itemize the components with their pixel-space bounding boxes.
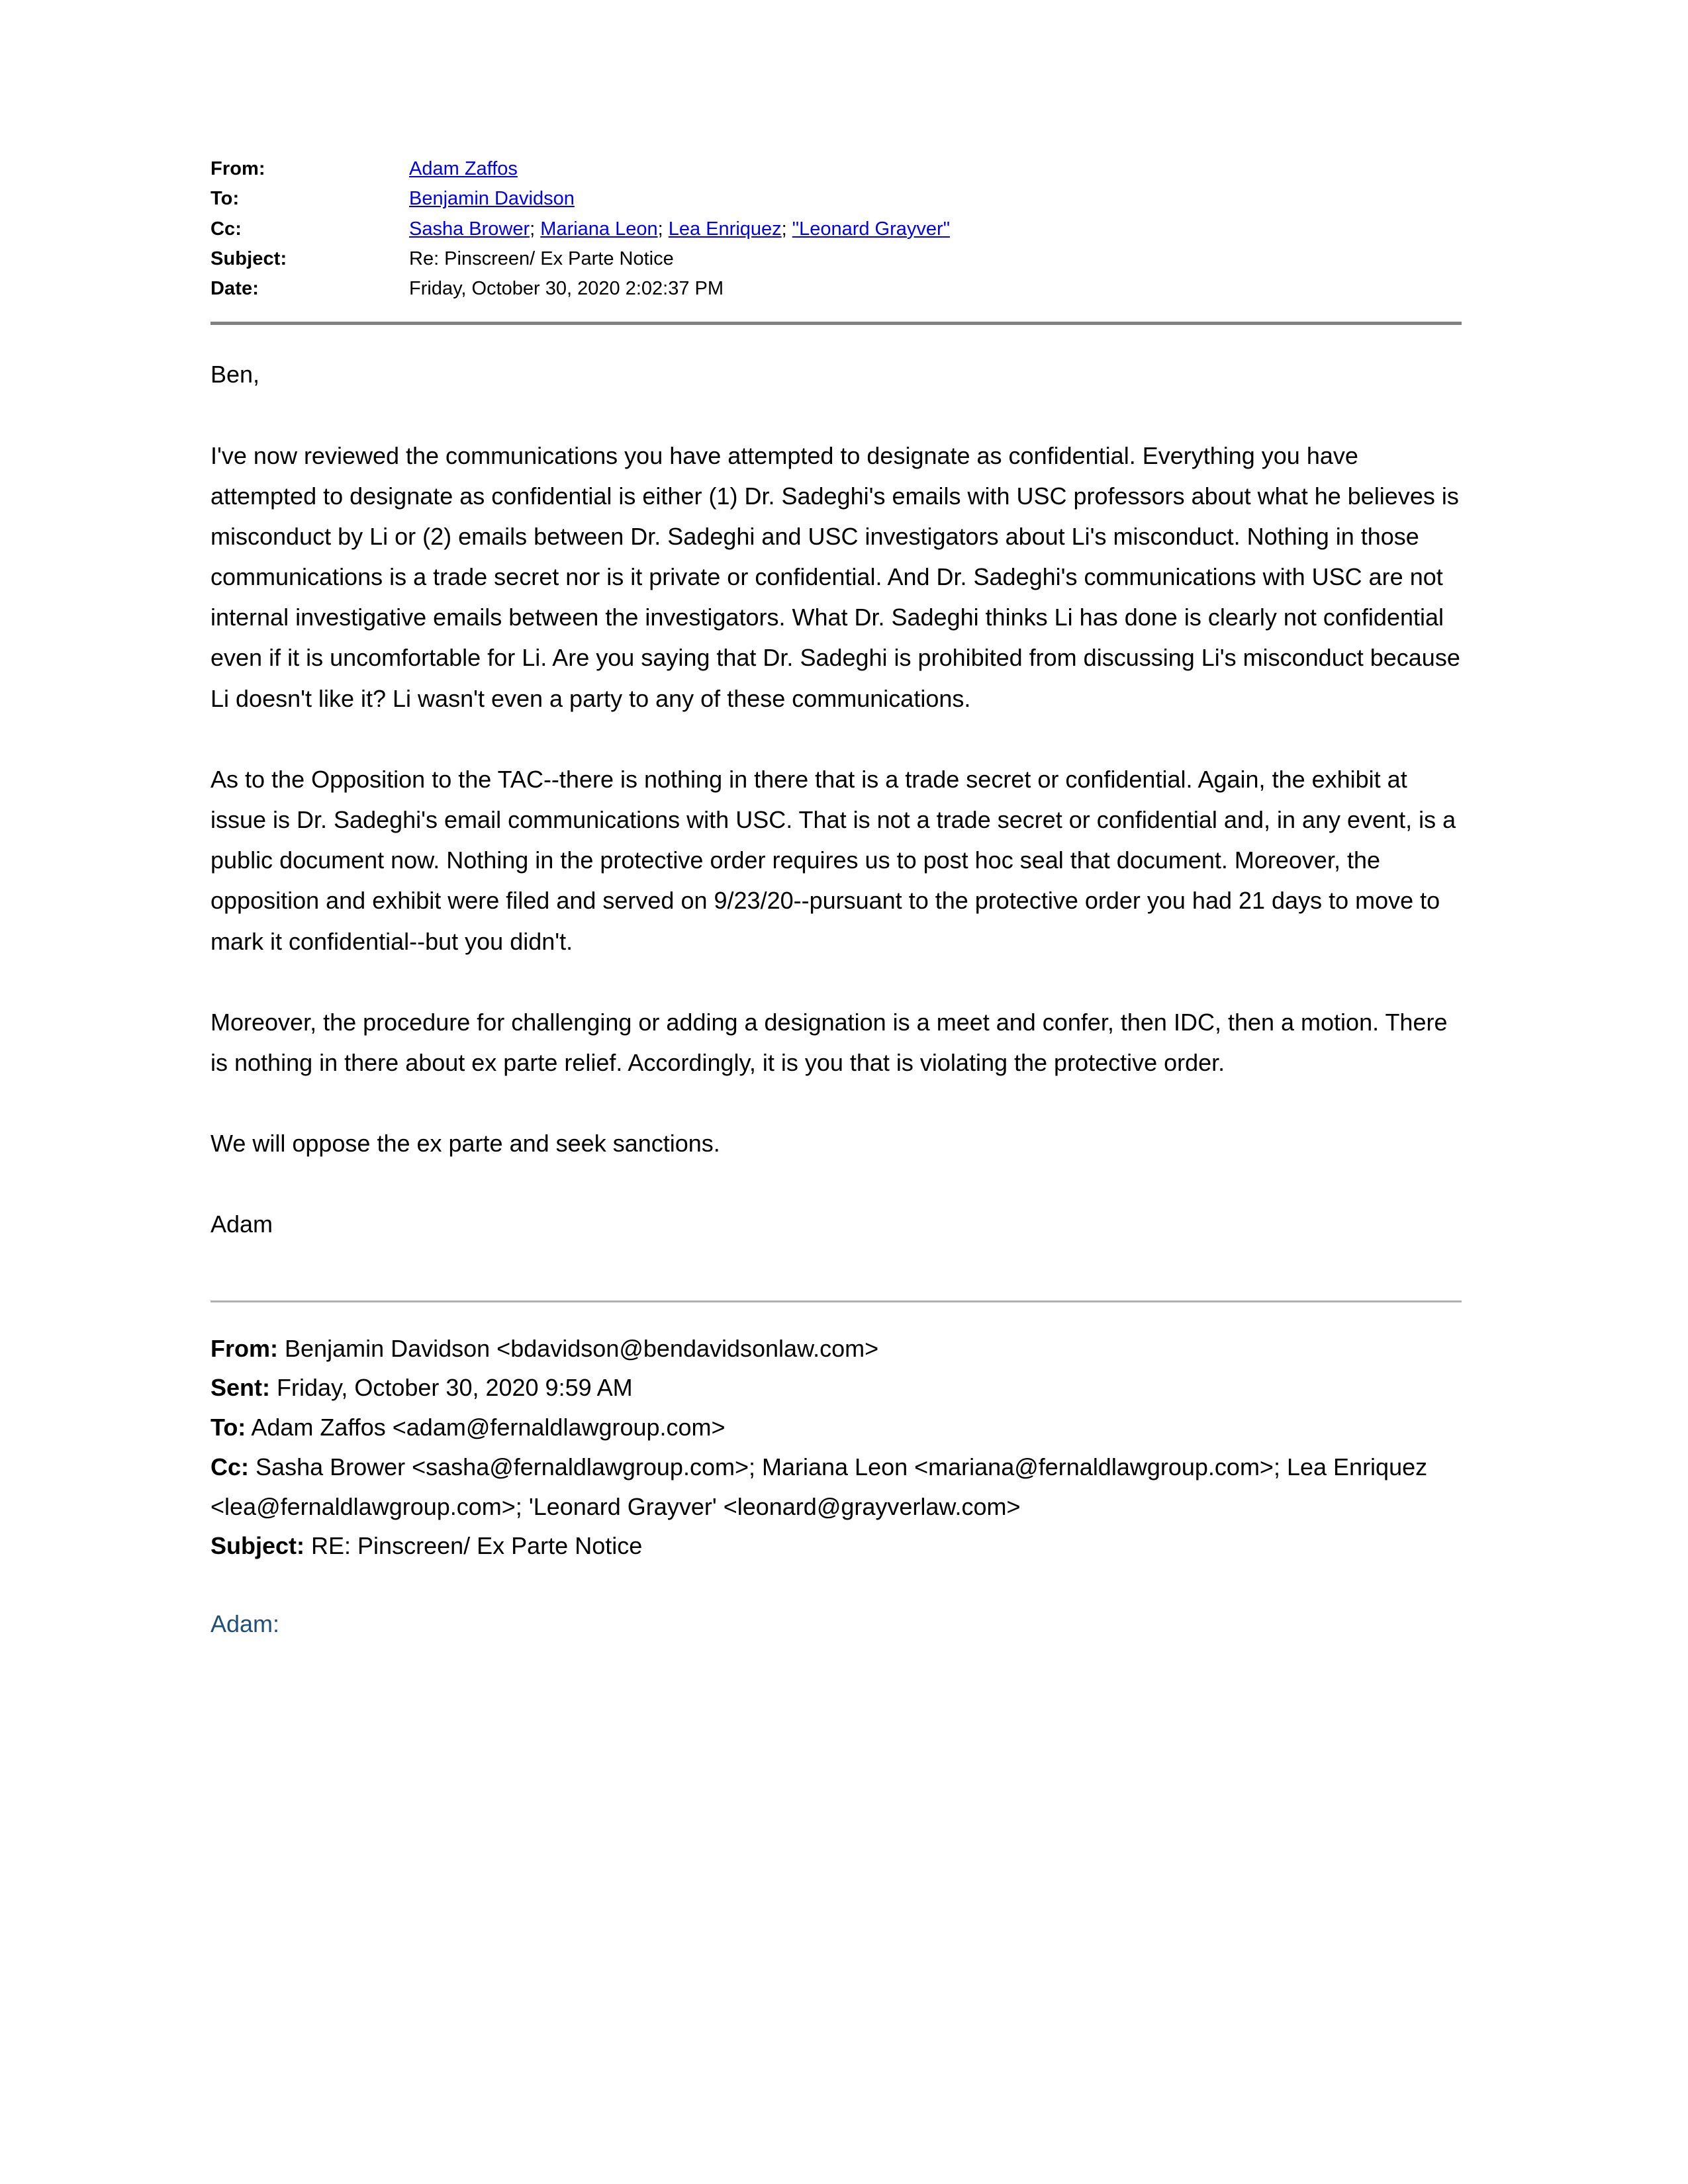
header-value-date: Friday, October 30, 2020 2:02:37 PM [409,278,724,300]
header-row-cc [211,216,1462,246]
quoted-label-cc: Cc: [211,1453,250,1480]
cc-separator-2: ; [657,218,663,240]
quoted-value-sent: Friday, October 30, 2020 9:59 AM [277,1374,633,1402]
header-value-to [409,186,1462,216]
header-value-subject: Re: Pinscreen/ Ex Parte Notice [409,248,674,269]
cc-separator-3: ; [781,218,787,240]
recipient-link-benjamin-davidson[interactable]: Benjamin Davidson [409,188,575,210]
recipient-link-adam-zaffos[interactable]: Adam Zaffos [409,158,518,179]
quoted-value-to: Adam Zaffos <adam@fernaldlawgroup.com> [251,1414,726,1441]
body-signature: Adam [211,1210,273,1238]
header-row-from [211,156,1462,186]
quoted-value-from: Benjamin Davidson <bdavidson@bendavidsonlaw.com> [285,1334,879,1362]
header-label-cc: Cc: [211,218,242,240]
body-salutation: Ben, [211,361,260,388]
header-value-cc [409,216,1462,246]
header-label-to: To: [211,188,240,210]
quoted-label-to: To: [211,1414,246,1441]
body-spacer-4 [211,1083,1462,1123]
quoted-line-to [211,1408,1462,1447]
quoted-label-sent: Sent: [211,1374,270,1402]
quoted-label-subject: Subject: [211,1532,305,1560]
message-body [211,354,1462,1244]
header-label-date: Date: [211,278,259,300]
email-header-rows [211,156,1462,306]
header-row-subject [211,246,1462,276]
quoted-email-header [211,1329,1462,1567]
document-content [211,156,1462,1644]
body-spacer-2 [211,719,1462,759]
quoted-divider-rule [211,1300,1462,1302]
header-row-date [211,276,1462,306]
body-paragraph-1: I've now reviewed the communications you have attempted to designate as confidential. Everything you have attempted to designate as confidential is either (1) Dr. Sadeghi's emails with USC professors about what he believes is misconduct by Li or (2) emails between Dr. Sadeghi and USC investigators about Li's misconduct. Nothing in those communications is a trade secret nor is it private or confidential. And Dr. Sadeghi's communications with USC are not internal investigative emails between the investigators. What Dr. Sadeghi thinks Li has done is clearly not confidential even if it is uncomfortable for Li. Are you saying that Dr. Sadeghi is prohibited from discussing Li's misconduct because Li doesn't like it? Li wasn't even a party to any of these communications. [211,441,1460,712]
email-header-block [211,156,1462,306]
header-value-from [409,156,1462,186]
header-label-from: From: [211,158,265,179]
header-row-to [211,186,1462,216]
quoted-line-subject [211,1526,1462,1566]
quoted-value-cc: Sasha Brower <sasha@fernaldlawgroup.com>; Mariana Leon <mariana@fernaldlawgroup.com>; Lea Enriquez <lea@fernaldlawgroup.com>; 'Leonard Grayver' <leonard@grayverlaw.com> [211,1453,1428,1520]
body-spacer-5 [211,1163,1462,1204]
recipient-link-leonard-grayver[interactable]: "Leonard Grayver" [792,218,950,240]
body-spacer-3 [211,962,1462,1002]
body-paragraph-4: We will oppose the ex parte and seek sanctions. [211,1130,720,1158]
recipient-link-lea-enriquez[interactable]: Lea Enriquez [668,218,782,240]
body-paragraph-2: As to the Opposition to the TAC--there is nothing in there that is a trade secret or confidential. Again, the exhibit at issue is Dr. Sadeghi's email communications with USC. That is not a trade secret or confidential and, in any event, is a public document now. Nothing in the protective order requires us to post hoc seal that document. Moreover, the opposition and exhibit were filed and served on 9/23/20--pursuant to the protective order you had 21 days to move to mark it confidential--but you didn't. [211,765,1456,955]
quoted-greeting: Adam: [211,1610,280,1638]
body-paragraph-3: Moreover, the procedure for challenging or adding a designation is a meet and confer, then IDC, then a motion. There is nothing in there about ex parte relief. Accordingly, it is you that is violating the protective order. [211,1008,1448,1076]
header-label-subject: Subject: [211,248,287,269]
quoted-line-sent [211,1368,1462,1408]
header-divider-rule [211,322,1462,325]
recipient-link-sasha-brower[interactable]: Sasha Brower [409,218,530,240]
quoted-value-subject: RE: Pinscreen/ Ex Parte Notice [311,1532,643,1560]
quoted-line-cc [211,1447,1462,1527]
cc-separator-1: ; [530,218,536,240]
body-spacer-1 [211,395,1462,435]
recipient-link-mariana-leon[interactable]: Mariana Leon [540,218,658,240]
quoted-label-from: From: [211,1334,278,1362]
quoted-line-from [211,1329,1462,1369]
